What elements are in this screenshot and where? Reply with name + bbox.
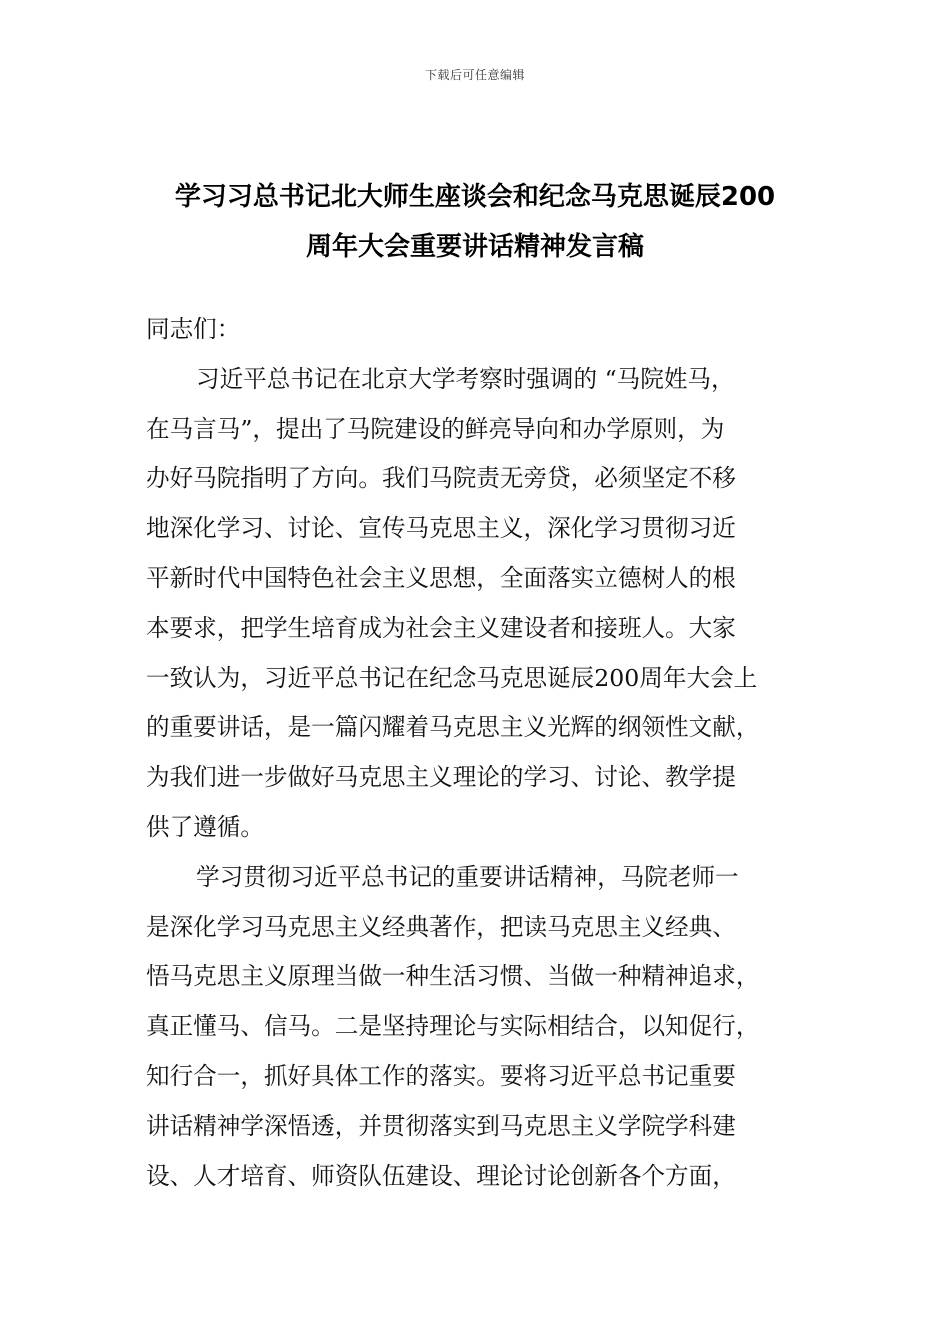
paragraph-2-line: 真正懂马、信马。二是坚持理论与实际相结合，以知促行，	[146, 1012, 760, 1041]
paragraph-1-line: 本要求，把学生培育成为社会主义建设者和接班人。大家	[146, 613, 736, 642]
paragraph-2-line: 悟马克思主义原理当做一种生活习惯、当做一种精神追求，	[146, 962, 760, 991]
salutation: 同志们：	[146, 315, 241, 343]
paragraph-1-line: 地深化学习、讨论、宣传马克思主义，深化学习贯彻习近	[146, 514, 736, 543]
paragraph-1-line: 的重要讲话，是一篇闪耀着马克思主义光辉的纲领性文献，	[146, 713, 760, 742]
paragraph-2-line: 设、人才培育、师资队伍建设、理论讨论创新各个方面，	[146, 1161, 736, 1190]
paragraph-1-line: 办好马院指明了方向。我们马院责无旁贷，必须坚定不移	[146, 464, 736, 493]
paragraph-1-line: 平新时代中国特色社会主义思想，全面落实立德树人的根	[146, 563, 736, 592]
paragraph-1-line: 为我们进一步做好马克思主义理论的学习、讨论、教学提	[146, 763, 736, 792]
paragraph-2-line: 是深化学习马克思主义经典著作，把读马克思主义经典、	[146, 912, 736, 941]
paragraph-2-line: 讲话精神学深悟透，并贯彻落实到马克思主义学院学科建	[146, 1111, 736, 1140]
paragraph-2-line: 学习贯彻习近平总书记的重要讲话精神，马院老师一	[196, 862, 739, 891]
paragraph-1-line: 习近平总书记在北京大学考察时强调的 “马院姓马，	[196, 364, 735, 393]
title-line-2: 周年大会重要讲话精神发言稿	[305, 232, 644, 262]
paragraph-2-line: 知行合一，抓好具体工作的落实。要将习近平总书记重要	[146, 1061, 736, 1090]
paragraph-1-line: 供了遵循。	[146, 812, 264, 841]
header-note: 下载后可任意编辑	[424, 68, 525, 82]
title-line-1: 学习习总书记北大师生座谈会和纪念马克思诞辰200	[174, 182, 776, 212]
document-body	[146, 305, 814, 1201]
paragraph-1-line: 在马言马”，提出了马院建设的鲜亮导向和办学原则，为	[146, 414, 725, 443]
document-title	[130, 172, 820, 272]
paragraph-1-line: 一致认为，习近平总书记在纪念马克思诞辰200周年大会上	[146, 663, 758, 692]
